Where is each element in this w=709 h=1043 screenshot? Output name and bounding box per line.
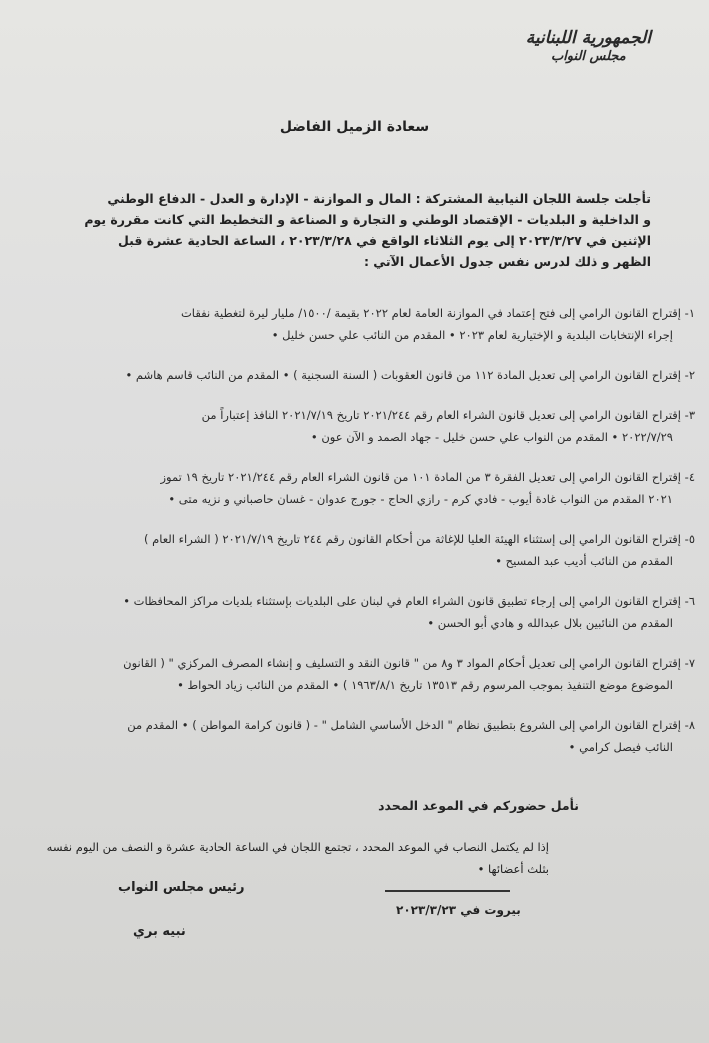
signature-line xyxy=(385,890,510,892)
agenda-item-line: ٦- إقتراح القانون الرامي إلى إرجاء تطبيق قانون الشراء العام في لبنان على البلديات بإستثناء بلديات مراكز المحافظات • xyxy=(123,594,695,608)
letterhead-republic: الجمهورية اللبنانية xyxy=(525,28,651,48)
quorum-line: إذا لم يكتمل النصاب في الموعد المحدد ، تجتمع اللجان في الساعة الحادية عشرة و النصف من اليوم نفسه xyxy=(46,840,549,854)
agenda-item xyxy=(5,364,695,386)
agenda-item xyxy=(5,652,695,696)
letterhead-parliament: مجلس النواب xyxy=(550,49,626,65)
agenda-list xyxy=(5,302,695,776)
agenda-item-line: ٣- إقتراح القانون الرامي إلى تعديل قانون الشراء العام رقم ٢٠٢١/٢٤٤ تاريخ ٢٠٢١/٧/١٩ النافذ إعتباراً من xyxy=(201,408,695,422)
intro-paragraph xyxy=(21,188,651,272)
agenda-item-line: ٧- إقتراح القانون الرامي إلى تعديل أحكام المواد ٣ و٨ من " قانون النقد و التسليف و إنشاء المصرف المركزي " ( القانون xyxy=(123,656,695,670)
agenda-item-line: ٢٠٢١ المقدم من النواب غادة أيوب - فادي كرم - رازي الحاج - جورج عدوان - غسان حاصباني و نزيه متى • xyxy=(168,492,673,506)
agenda-item-line: ٢- إقتراح القانون الرامي إلى تعديل المادة ١١٢ من قانون العقوبات ( السنة السجنية ) • المقدم من النائب قاسم هاشم • xyxy=(125,368,695,382)
quorum-line: بثلث أعضائها • xyxy=(477,862,549,876)
agenda-item xyxy=(5,714,695,758)
speaker-name: نبيه بري xyxy=(133,924,186,939)
agenda-item-line: إجراء الإنتخابات البلدية و الإختيارية لعام ٢٠٢٣ • المقدم من النائب علي حسن خليل • xyxy=(271,328,673,342)
agenda-item xyxy=(5,590,695,634)
speaker-title: رئيس مجلس النواب xyxy=(118,880,245,895)
date-line: بيروت في ٢٠٢٣/٣/٢٣ xyxy=(396,903,521,917)
intro-line: الظهر و ذلك لدرس نفس جدول الأعمال الآتي : xyxy=(363,254,651,269)
agenda-item-line: ٨- إقتراح القانون الرامي إلى الشروع بتطبيق نظام " الدخل الأساسي الشامل " - ( قانون كرامة المواطن ) • المقدم من xyxy=(127,718,695,732)
agenda-item xyxy=(5,404,695,448)
closing-line: نأمل حضوركم في الموعد المحدد xyxy=(378,798,579,813)
quorum-paragraph xyxy=(29,836,549,880)
agenda-item-line: ٥- إقتراح القانون الرامي إلى إستثناء الهيئة العليا للإغاثة من أحكام القانون رقم ٢٤٤ تاريخ ٢٠٢١/٧/١٩ ( الشراء العام ) xyxy=(143,532,695,546)
agenda-item-line: المقدم من النائب أديب عبد المسيح • xyxy=(495,554,673,568)
agenda-item-line: ١- إقتراح القانون الرامي إلى فتح إعتماد في الموازنة العامة لعام ٢٠٢٢ بقيمة /١٥٠٠/ مليار ليرة لتغطية نفقات xyxy=(180,306,695,320)
intro-line: تأجلت جلسة اللجان النيابية المشتركة : المال و الموازنة - الإدارة و العدل - الدفاع الوطني xyxy=(107,191,651,206)
agenda-item-line: ٤- إقتراح القانون الرامي إلى تعديل الفقرة ٣ من المادة ١٠١ من قانون الشراء العام رقم ٢٠٢١/٢٤٤ تاريخ ١٩ تموز xyxy=(160,470,695,484)
agenda-item xyxy=(5,466,695,510)
agenda-item-line: الموضوع موضع التنفيذ بموجب المرسوم رقم ١٣٥١٣ تاريخ ١٩٦٣/٨/١ ) • المقدم من النائب زياد الحواط • xyxy=(177,678,673,692)
agenda-item-line: المقدم من النائبين بلال عبدالله و هادي أبو الحسن • xyxy=(427,616,673,630)
intro-line: و الداخلية و البلديات - الإقتصاد الوطني و التجارة و الصناعة و التخطيط التي كانت مقررة يوم xyxy=(84,212,651,227)
salutation: سعادة الزميل الفاضل xyxy=(279,119,430,135)
agenda-item-line: النائب فيصل كرامي • xyxy=(568,740,673,754)
agenda-item-line: ٢٠٢٢/٧/٢٩ • المقدم من النواب علي حسن خليل - جهاد الصمد و الآن عون • xyxy=(310,430,673,444)
letterhead xyxy=(526,28,651,66)
agenda-item xyxy=(5,302,695,346)
agenda-item xyxy=(5,528,695,572)
intro-line: الإثنين في ٢٠٢٣/٣/٢٧ إلى يوم الثلاثاء الواقع في ٢٠٢٣/٣/٢٨ ، الساعة الحادية عشرة قبل xyxy=(117,233,651,248)
